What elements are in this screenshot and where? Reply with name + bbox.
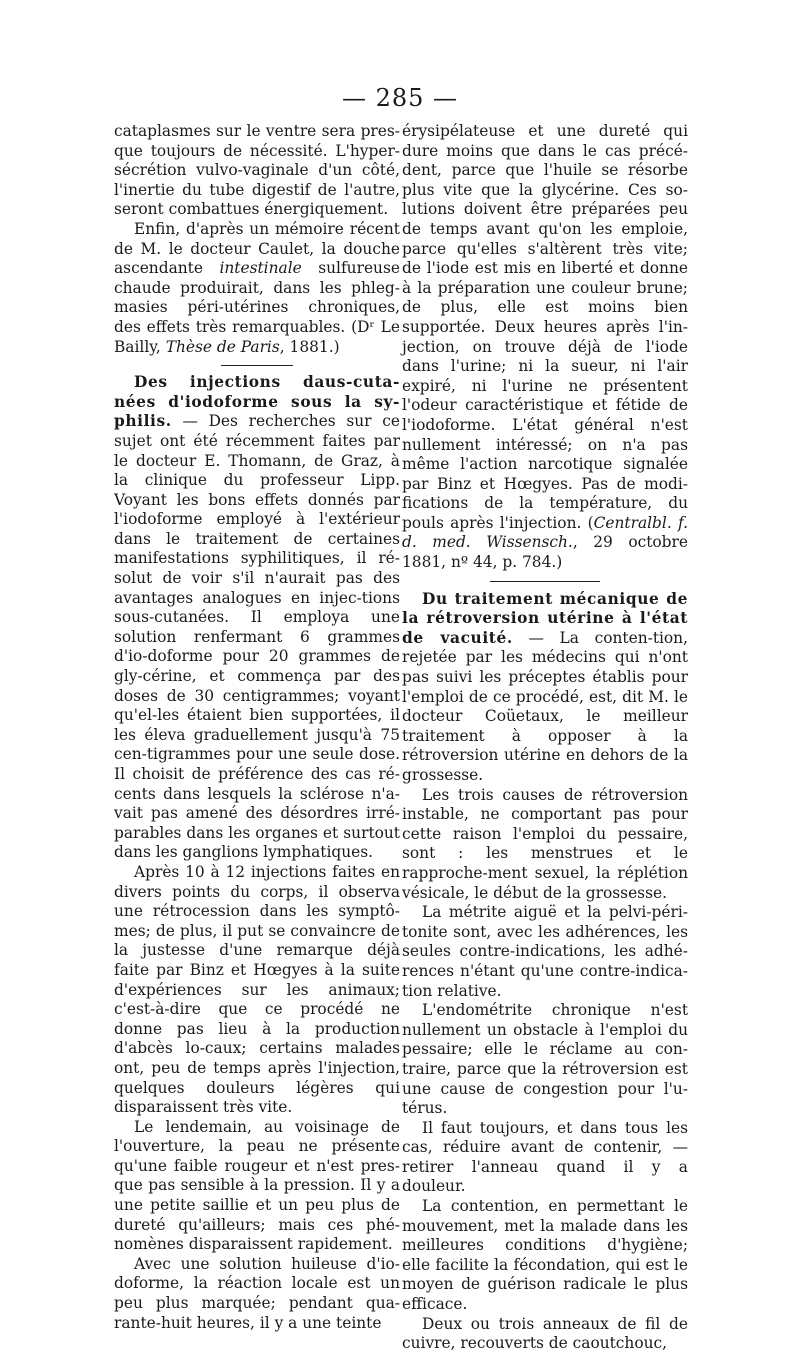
- paragraph: [114, 373, 400, 863]
- paragraph: Il faut toujours, et dans tous les cas, réduire avant de contenir, — retirer l'anneau quand il y a douleur.: [402, 1118, 688, 1196]
- italic-term: intestinale: [219, 259, 302, 278]
- article-heading: Des injections daus-cuta-nées d'iodoforme sous la sy-philis.: [114, 373, 400, 431]
- text-run: Enfin, d'après un mémoire récent de M. le docteur Caulet, la douche ascendante: [114, 219, 400, 278]
- paragraph: [114, 220, 400, 357]
- text-run: , 1881.): [279, 337, 340, 356]
- paragraph: [402, 590, 688, 786]
- text-run: — La conten-tion, rejetée par les médecins qui n'ont pas suivi les préceptes établis pour l'emploi de ce procédé, est, dit M. le docteur Coüetaux, le meilleur traitement à opposer à la rétroversion utérine en dehors de la grossesse.: [402, 628, 688, 784]
- paragraph: La contention, en permettant le mouvement, met la malade dans les meilleures conditions d'hygiène; elle facilite la fécondation, qui est le moyen de guérison radicale le plus efficace.: [402, 1197, 688, 1314]
- paragraph: cataplasmes sur le ventre sera pres-que toujours de nécessité. L'hyper-sécrétion vulvo-vaginale d'un côté, l'inertie du tube digestif de l'autre, seront combattues énergiquement.: [114, 122, 400, 219]
- right-column: [402, 122, 688, 1354]
- paragraph: Après 10 à 12 injections faites en divers points du corps, il observa une rétrocession dans les symptô-mes; de plus, il put se convaincre de la justesse d'une remarque déjà faite par Binz et Hœgyes à la suite d'expériences sur les animaux; c'est-à-dire que ce procédé ne donne pas lieu à la production d'abcès lo-caux; certains malades ont, peu de temps après l'injection, quelques douleurs légères qui disparaissent très vite.: [114, 862, 400, 1117]
- section-divider: [490, 581, 600, 582]
- section-divider: [221, 365, 293, 366]
- paragraph: [402, 122, 688, 573]
- paragraph: Le lendemain, au voisinage de l'ouverture, la peau ne présente qu'une faible rougeur et n'est pres-que pas sensible à la pression. Il y a une petite saillie et un peu plus de dureté qu'ailleurs; mais ces phé-nomènes disparaissent rapidement.: [114, 1117, 400, 1254]
- page-number: — 285 —: [341, 84, 459, 112]
- left-column: [114, 122, 400, 1333]
- article-heading: Du traitement mécanique de la rétroversion utérine à l'état de vacuité.: [402, 589, 688, 647]
- paragraph: L'endométrite chronique n'est nullement un obstacle à l'emploi du pessaire; elle le réclame au con-traire, parce que la rétroversion est une cause de congestion pour l'u-térus.: [402, 1001, 688, 1118]
- text-run: , 29 octobre 1881, nº 44, p. 784.): [402, 533, 688, 572]
- text-run: érysipélateuse et une dureté qui dure moins que dans le cas précé-dent, parce que l'huile se résorbe plus vite que la glycérine. Ces so-lutions doivent être préparées peu de temps avant qu'on les emploie, parce qu'elles s'altèrent très vite; de l'iode est mis en liberté et donne à la préparation une couleur brune; de plus, elle est moins bien supportée. Deux heures après l'in-jection, on trouve déjà de l'iode dans l'urine; ni la sueur, ni l'air expiré, ni l'urine ne présentent l'odeur caractéristique et fétide de l'iodoforme. L'état général n'est nullement intéressé; on n'a pas même l'action narcotique signalée par Binz et Hœgyes. Pas de modi-fications de la température, du pouls après l'injection. (: [402, 122, 688, 532]
- text-run: — Des recherches sur ce sujet ont été récemment faites par le docteur E. Thomann, de Graz, à la clinique du professeur Lipp. Voyant les bons effets donnés par l'iodoforme employé à l'extérieur dans le traitement de certaines manifestations syphilitiques, il ré-solut de voir s'il n'aurait pas des avantages analogues en injec-tions sous-cutanées. Il employa une solution renfermant 6 grammes d'io-doforme pour 20 grammes de gly-cérine, et commença par des doses de 30 centigrammes; voyant qu'el-les étaient bien supportées, il les éleva graduellement jusqu'à 75 cen-tigrammes pour une seule dose. Il choisit de préférence des cas ré-cents dans lesquels la sclérose n'a-vait pas amené des désordres irré-parables dans les organes et surtout dans les ganglions lymphatiques.: [114, 412, 400, 862]
- paragraph: La métrite aiguë et la pelvi-péri-tonite sont, avec les adhérences, les seules contre-indications, les adhé-rences n'étant qu'une contre-indica-tion relative.: [402, 903, 688, 1000]
- paragraph: Les trois causes de rétroversion instable, ne comportant pas pour cette raison l'emploi du pessaire, sont : les menstrues et le rapproche-ment sexuel, la réplétion vésicale, le début de la grossesse.: [402, 785, 688, 902]
- text-run: sulfureuse chaude produirait, dans les phleg-masies péri-utérines chroniques, des effets très remarquables. (Dʳ Le Bailly,: [114, 259, 400, 356]
- paragraph: Avec une solution huileuse d'io-doforme, la réaction locale est un peu plus marquée; pendant qua-rante-huit heures, il y a une teinte: [114, 1254, 400, 1332]
- citation-title: Centralbl. f. d. med. Wissensch.: [402, 513, 688, 552]
- citation-title: Thèse de Paris: [165, 337, 280, 356]
- paragraph: Deux ou trois anneaux de fil de cuivre, recouverts de caoutchouc,: [402, 1314, 688, 1353]
